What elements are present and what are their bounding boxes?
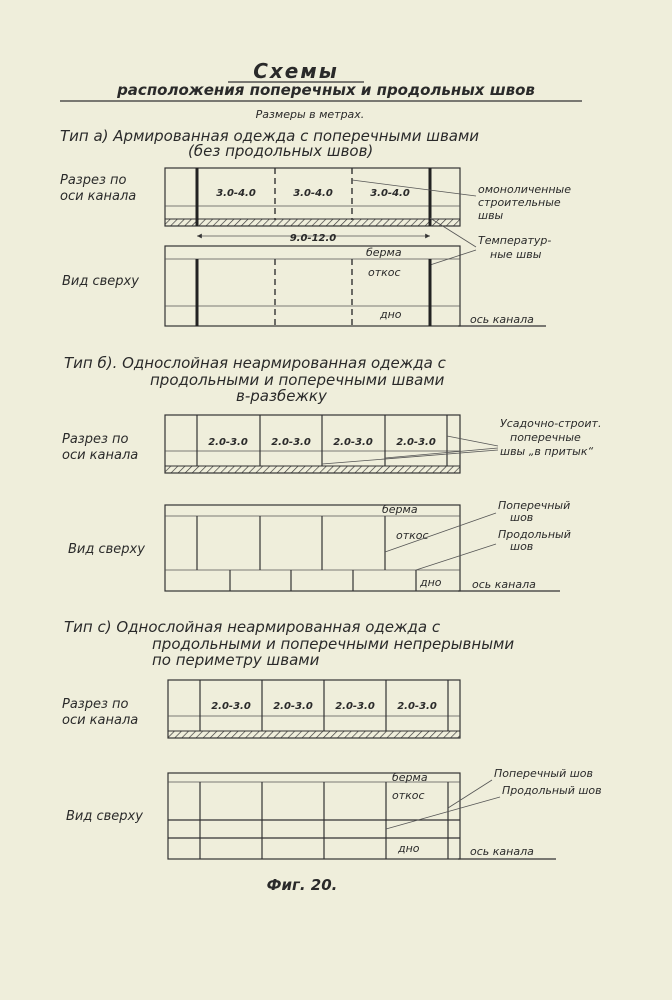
type-c-plan-label: Вид сверху [66,809,143,824]
drawing-subtitle: расположения поперечных и продольных швов [117,81,535,99]
type-b-leader-2 [385,448,498,458]
type-a-note-build-2: строительные [478,196,561,209]
type-b-heading-1: Тип б). Однослойная неармированная одежда с [64,354,446,372]
type-b-otkos: откос [396,529,429,542]
type-c-note-cross: Поперечный шов [494,767,594,780]
type-b-note-shrink-3: швы „в притык“ [500,445,594,458]
type-a-heading-sub: (без продольных швов) [188,142,374,160]
drawing-title: Схемы [253,59,339,83]
type-a-section-label-2: оси канала [60,189,137,204]
type-c-heading-2: продольными и поперечными непрерывными [152,635,515,653]
type-c-heading-3: по периметру швами [152,651,320,669]
type-b-note-cross-1: Поперечный [498,499,571,512]
type-b-berma: берма [382,503,418,516]
type-a-note-build-3: швы [478,209,504,222]
type-c-heading-1: Тип с) Однослойная неармированная одежда с [64,618,441,636]
type-c-panel-dim-2: 2.0-3.0 [273,701,313,712]
type-a-note-temp-2: ные швы [490,248,542,261]
type-b-section-label-1: Разрез по [62,432,129,447]
type-a-plan-outline [165,246,460,326]
type-c-base-hatch [168,731,460,738]
type-c-note-long: Продольный шов [502,784,602,797]
type-b-note-cross-2: шов [510,511,534,524]
type-a-section-label-1: Разрез по [60,173,127,188]
type-b-note-shrink-1: Усадочно-строит. [500,417,602,430]
type-c-section-label-2: оси канала [62,713,139,728]
type-a-heading: Тип а) Армированная одежда с поперечными швами [60,127,480,145]
type-b-heading-3: в-разбежку [236,387,327,405]
type-c-panel-dim-3: 2.0-3.0 [335,701,375,712]
type-c-section-label-1: Разрез по [62,697,129,712]
type-a-plan-label: Вид сверху [62,274,139,289]
type-a-plan-view [62,246,546,326]
type-b-panel-dim-1: 2.0-3.0 [208,437,248,448]
type-a-note-temp-1: Температур- [478,234,552,247]
type-a-note-build-1: омоноличенные [478,183,571,196]
type-b-leader-1 [447,436,498,446]
type-a-base-hatch [165,219,460,226]
type-b-base-hatch [165,466,460,473]
type-b-panel-dim-3: 2.0-3.0 [333,437,373,448]
type-b-heading-2: продольными и поперечными швами [150,371,445,389]
type-c-dno: дно [398,842,420,855]
type-a-dno: дно [380,308,402,321]
type-b-note-shrink-2: поперечные [510,431,581,444]
type-c-section-view [62,680,460,738]
type-b-section-view [62,415,460,473]
type-a-panel-dim-2: 3.0-4.0 [293,188,333,199]
units-note: Размеры в метрах. [255,108,365,121]
type-b-dno: дно [420,576,442,589]
type-b-axis-label: ось канала [472,578,536,591]
type-b-leader-3 [322,450,498,464]
type-a-axis-label: ось канала [470,313,534,326]
type-a-otkos: откос [368,266,401,279]
type-b-note-long-1: Продольный [498,528,571,541]
type-a-panel-dim-3: 3.0-4.0 [370,188,410,199]
type-b-leader-long [416,544,496,570]
type-c-plan-view [66,771,556,859]
type-b-plan-label: Вид сверху [68,542,145,557]
type-c-axis-label: ось канала [470,845,534,858]
figure-caption: Фиг. 20. [266,876,338,894]
type-c-berma: берма [392,771,428,784]
type-c-otkos: откос [392,789,425,802]
type-c-leader-cross [448,780,492,808]
type-a-section-view [60,168,460,244]
type-a-overall-dim: 9.0-12.0 [289,233,337,244]
type-b-panel-dim-4: 2.0-3.0 [396,437,436,448]
type-a-panel-dim-1: 3.0-4.0 [216,188,256,199]
type-a-leader-temp-2 [430,250,476,265]
type-b-panel-dim-2: 2.0-3.0 [271,437,311,448]
type-c-panel-dim-1: 2.0-3.0 [211,701,251,712]
type-a-berma: берма [366,246,402,259]
type-c-panel-dim-4: 2.0-3.0 [397,701,437,712]
type-b-section-label-2: оси канала [62,448,139,463]
type-b-note-long-2: шов [510,540,534,553]
